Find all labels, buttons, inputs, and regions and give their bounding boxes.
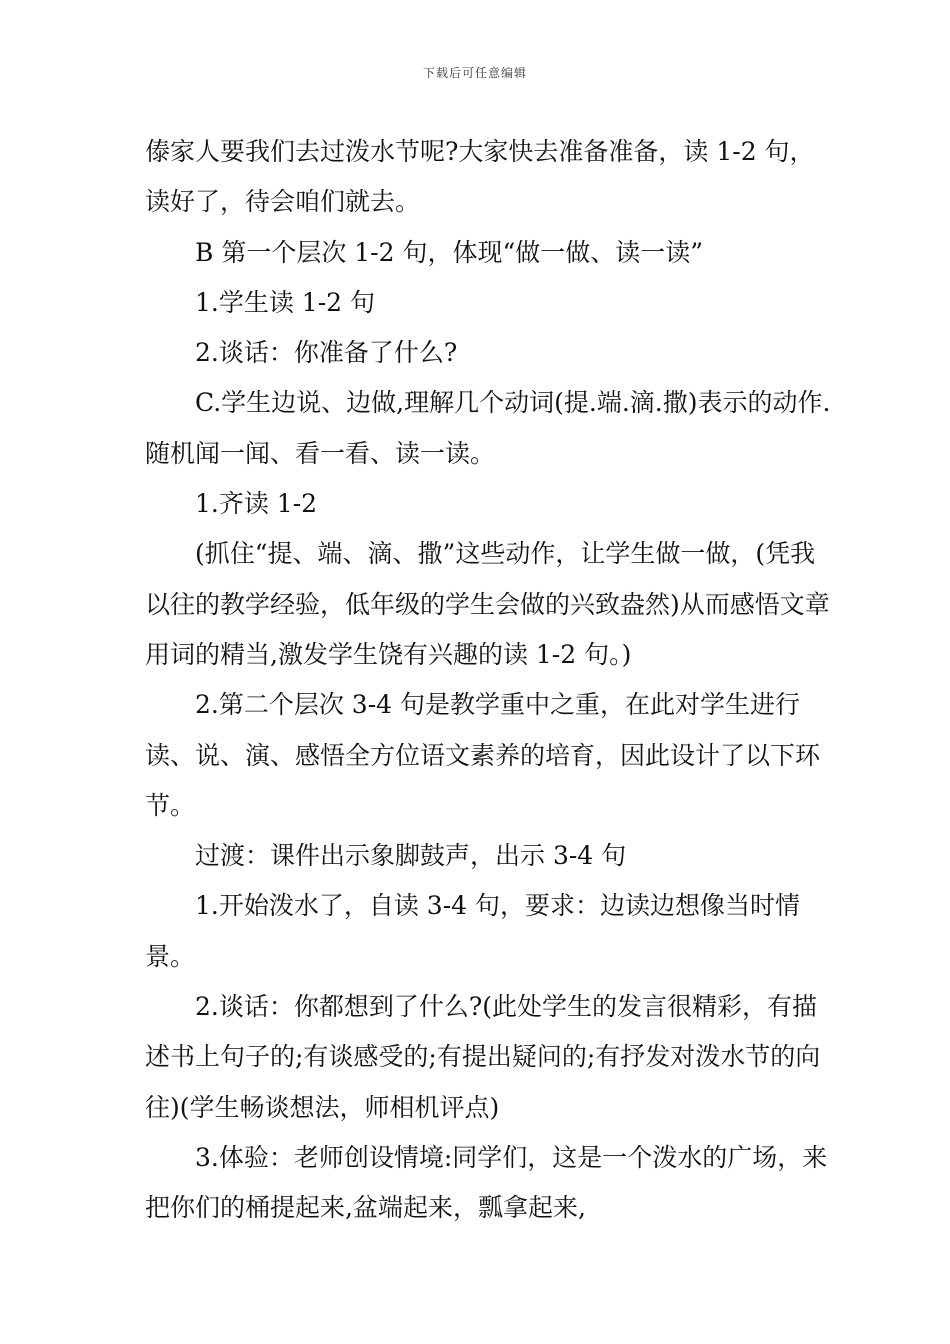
document-body [145, 127, 835, 1234]
paragraph: 傣家人要我们去过泼水节呢?大家快去准备准备，读 1-2 句，读好了，待会咱们就去。 [145, 137, 815, 217]
paragraph: 2.谈话：你准备了什么? [195, 338, 458, 368]
page-header: 下载后可任意编辑 [422, 66, 527, 80]
paragraph: 1.学生读 1-2 句 [195, 287, 376, 317]
paragraph: 3.体验：老师创设情境:同学们，这是一个泼水的广场，来把你们的桶提起来,盆端起来，瓢拿起来, [145, 1142, 828, 1223]
paragraph: 1.开始泼水了，自读 3-4 句，要求：边读边想像当时情景。 [145, 891, 801, 971]
paragraph: (抓住“提、端、滴、撒”这些动作，让学生做一做，(凭我以往的教学经验，低年级的学生会做的兴致盎然)从而感悟文章用词的精当,激发学生饶有兴趣的读 1-2 句。) [145, 539, 830, 669]
paragraph: 2.谈话：你都想到了什么?(此处学生的发言很精彩，有描述书上句子的;有谈感受的;有提出疑问的;有抒发对泼水节的向往)(学生畅谈想法，师相机评点) [145, 992, 821, 1122]
paragraph: 2.第二个层次 3-4 句是教学重中之重，在此对学生进行读、说、演、感悟全方位语文素养的培育，因此设计了以下环节。 [145, 690, 821, 820]
paragraph: 过渡：课件出示象脚鼓声，出示 3-4 句 [195, 841, 627, 871]
paragraph: 1.齐读 1-2 [195, 489, 318, 519]
paragraph: C.学生边说、边做,理解几个动词(提.端.滴.撒)表示的动作.随机闻一闻、看一看、读一读。 [145, 388, 831, 468]
paragraph: B 第一个层次 1-2 句，体现“做一做、读一读” [195, 237, 704, 267]
